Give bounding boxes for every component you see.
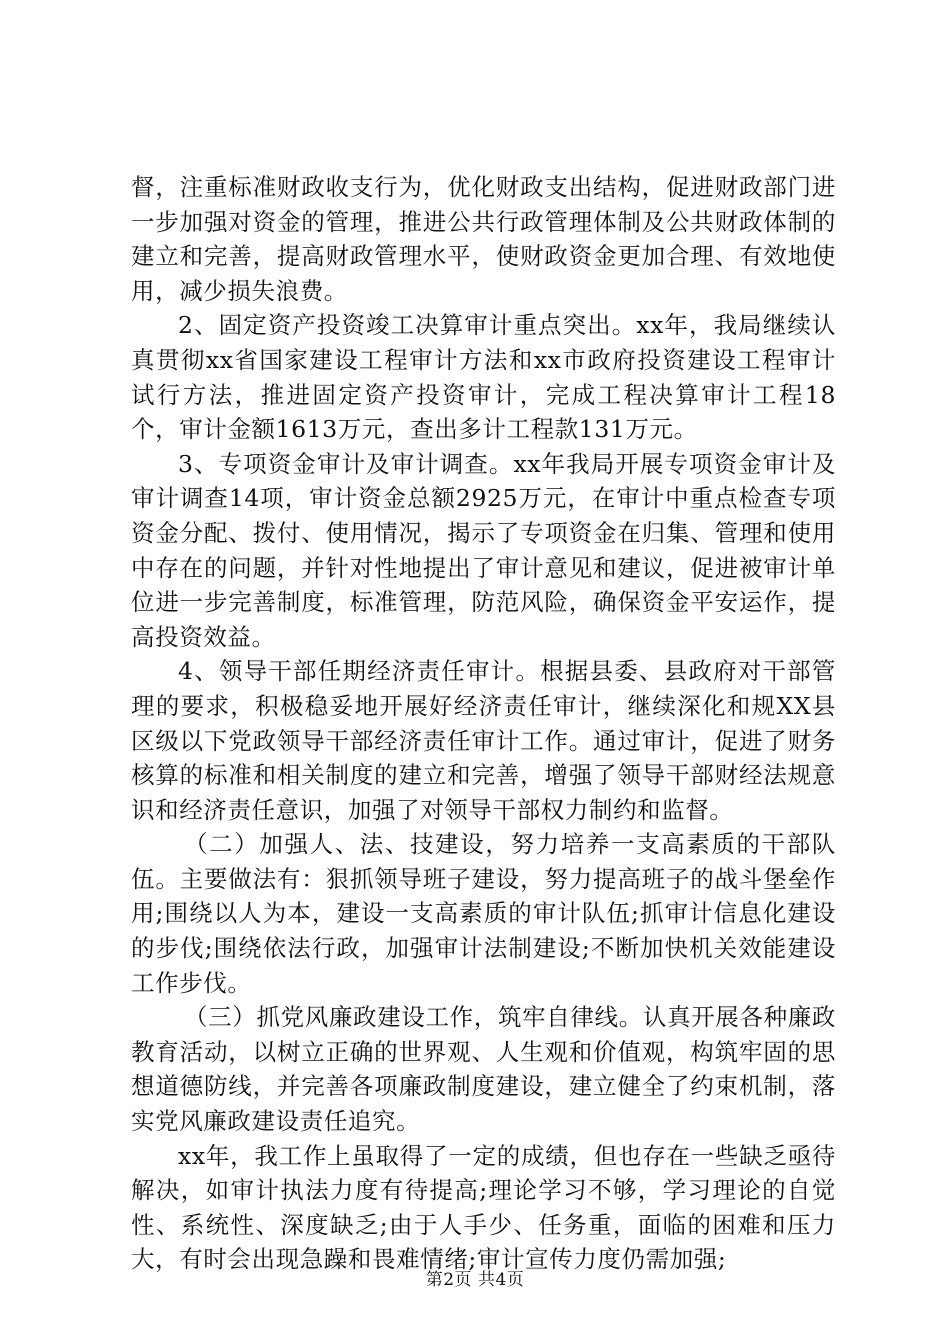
paragraph-section-2: （二）加强人、法、技建设，努力培养一支高素质的干部队伍。主要做法有：狠抓领导班子建设，努力提高班子的战斗堡垒作用;围绕以人为本，建设一支高素质的审计队伍;抓审计信息化建设的步伐;围绕依法行政，加强审计法制建设;不断加快机关效能建设工作步伐。 [131, 830, 836, 997]
paragraph-summary: xx年，我工作上虽取得了一定的成绩，但也存在一些缺乏亟待解决，如审计执法力度有待提高;理论学习不够，学习理论的自觉性、系统性、深度缺乏;由于人手少、任务重，面临的困难和压力大，有时会出现急躁和畏难情绪;审计宣传力度仍需加强; [131, 1141, 836, 1274]
paragraph-continuation: 督，注重标准财政收支行为，优化财政支出结构，促进财政部门进一步加强对资金的管理，推进公共行政管理体制及公共财政体制的建立和完善，提高财政管理水平，使财政资金更加合理、有效地使用，减少损失浪费。 [131, 173, 836, 305]
page-footer: 第2页 共4页 [425, 1270, 525, 1290]
paragraph-section-3: （三）抓党风廉政建设工作，筑牢自律线。认真开展各种廉政教育活动，以树立正确的世界观、人生观和价值观，构筑牢固的思想道德防线，并完善各项廉政制度建设，建立健全了约束机制，落实党风廉政建设责任追究。 [131, 1003, 836, 1136]
paragraph-item-2: 2、固定资产投资竣工决算审计重点突出。xx年，我局继续认真贯彻xx省国家建设工程审计方法和xx市政府投资建设工程审计试行方法，推进固定资产投资审计，完成工程决算审计工程18个，审计金额1613万元，查出多计工程款131万元。 [131, 311, 836, 444]
paragraph-item-3: 3、专项资金审计及审计调查。xx年我局开展专项资金审计及审计调查14项，审计资金总额2925万元，在审计中重点检查专项资金分配、拨付、使用情况，揭示了专项资金在归集、管理和使用中存在的问题，并针对性地提出了审计意见和建议，促进被审计单位进一步完善制度，标准管理，防范风险，确保资金平安运作，提高投资效益。 [131, 449, 836, 651]
paragraph-item-4: 4、领导干部任期经济责任审计。根据县委、县政府对干部管理的要求，积极稳妥地开展好经济责任审计，继续深化和规XX县区级以下党政领导干部经济责任审计工作。通过审计，促进了财务核算的标准和相关制度的建立和完善，增强了领导干部财经法规意识和经济责任意识，加强了对领导干部权力制约和监督。 [131, 657, 836, 824]
document-body [131, 170, 836, 1277]
